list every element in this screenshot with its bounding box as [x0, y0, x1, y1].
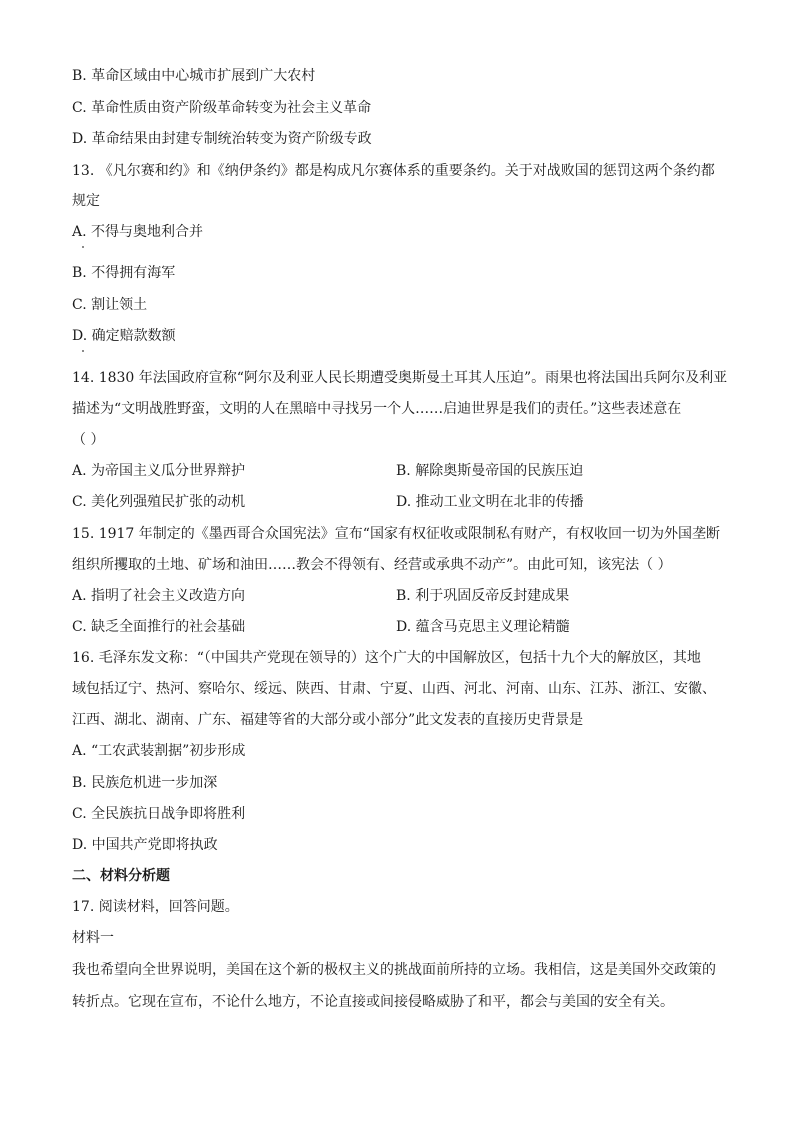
q15-option-b: B. 利于巩固反帝反封建成果	[396, 588, 570, 604]
q16-stem-line3: 江西、湖北、湖南、广东、福建等省的大部分或小部分”此文发表的直接历史背景是	[72, 712, 584, 728]
q16-option-d: D. 中国共产党即将执政	[72, 837, 218, 853]
q15-option-a: A. 指明了社会主义改造方向	[72, 588, 246, 604]
q14-stem-line1: 14. 1830 年法国政府宣称“阿尔及利亚人民长期遭受奥斯曼土耳其人压迫”。雨果也将法国出兵阿尔及利亚	[72, 370, 728, 386]
q16-option-c: C. 全民族抗日战争即将胜利	[72, 806, 246, 822]
q16-stem-line1: 16. 毛泽东发文称：“（中国共产党现在领导的）这个广大的中国解放区，包括十九个大的解放区，其地	[72, 650, 701, 666]
q15-stem-line2: 组织所攫取的土地、矿场和油田……教会不得领有、经营或承典不动产”。由此可知，该宪法（ ）	[72, 557, 672, 573]
q13-option-d: D. 确定赔款数额	[72, 328, 176, 344]
q12-option-b: B. 革命区域由中心城市扩展到广大农村	[72, 68, 316, 84]
q15-option-d: D. 蕴含马克思主义理论精髓	[396, 619, 570, 635]
q17-stem: 17. 阅读材料，回答问题。	[72, 899, 239, 915]
q13-option-b: B. 不得拥有海军	[72, 265, 176, 281]
q16-stem-line2: 域包括辽宁、热河、察哈尔、绥远、陕西、甘肃、宁夏、山西、河北、河南、山东、江苏、浙江、安徽、	[72, 681, 716, 697]
section2-title: 二、材料分析题	[72, 868, 170, 884]
q16-option-a: A. “工农武装割据”初步形成	[72, 743, 246, 759]
q14-option-d: D. 推动工业文明在北非的传播	[396, 494, 584, 510]
q12-option-c: C. 革命性质由资产阶级革命转变为社会主义革命	[72, 100, 372, 116]
mark-dot	[82, 350, 84, 352]
q17-material-line2: 转折点。它现在宣布，不论什么地方，不论直接或间接侵略威胁了和平，都会与美国的安全有关。	[72, 994, 674, 1010]
q14-stem-line2: 描述为“文明战胜野蛮，文明的人在黑暗中寻找另一个人……启迪世界是我们的责任。”这些表述意在	[72, 401, 682, 417]
q17-material-line1: 我也希望向全世界说明，美国在这个新的极权主义的挑战面前所持的立场。我相信，这是美国外交政策的	[72, 962, 716, 978]
q14-option-b: B. 解除奥斯曼帝国的民族压迫	[396, 463, 584, 479]
q13-stem-line1: 13. 《凡尔赛和约》和《纳伊条约》都是构成凡尔赛体系的重要条约。关于对战败国的惩罚这两个条约都	[72, 163, 715, 179]
q13-stem-line2: 规定	[72, 193, 100, 209]
q14-stem-line3: （ ）	[72, 432, 105, 448]
q14-option-c: C. 美化列强殖民扩张的动机	[72, 494, 246, 510]
q13-option-c: C. 割让领土	[72, 297, 148, 313]
q15-option-c: C. 缺乏全面推行的社会基础	[72, 619, 246, 635]
q17-material-label: 材料一	[72, 930, 114, 946]
q16-option-b: B. 民族危机进一步加深	[72, 775, 218, 791]
mark-dot	[82, 246, 84, 248]
q14-option-a: A. 为帝国主义瓜分世界辩护	[72, 463, 246, 479]
q12-option-d: D. 革命结果由封建专制统治转变为资产阶级专政	[72, 131, 372, 147]
q15-stem-line1: 15. 1917 年制定的《墨西哥合众国宪法》宣布“国家有权征收或限制私有财产，有权收回一切为外国垄断	[72, 526, 720, 542]
q13-option-a: A. 不得与奥地利合并	[72, 224, 204, 240]
